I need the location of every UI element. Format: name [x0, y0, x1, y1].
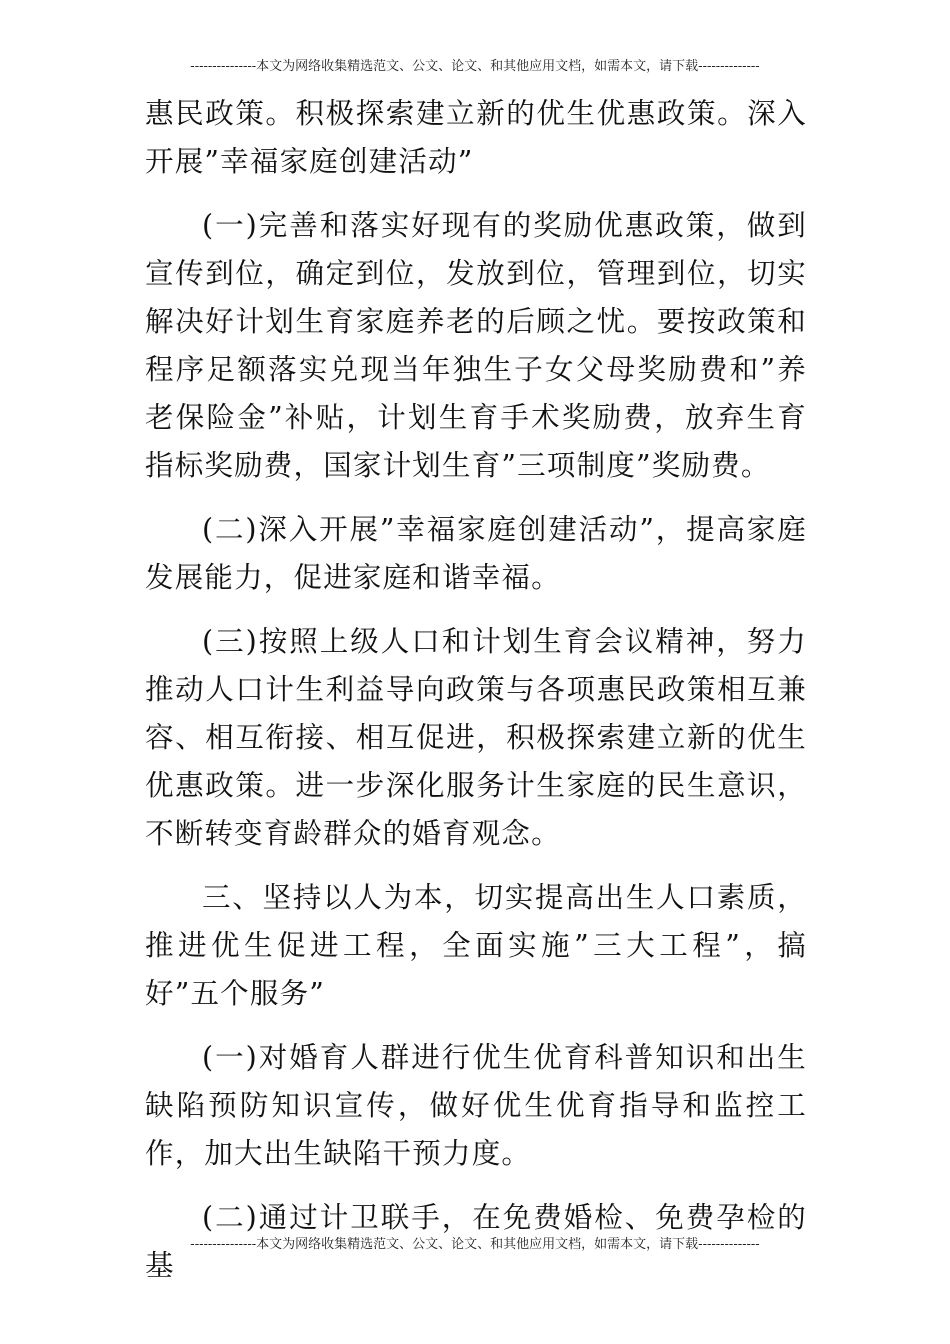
paragraph-item-2: (二)深入开展”幸福家庭创建活动”，提高家庭发展能力，促进家庭和谐幸福。	[145, 513, 807, 594]
paragraph-item-3: (三)按照上级人口和计划生育会议精神，努力推动人口计生利益导向政策与各项惠民政策相互兼容、相互衔接、相互促进，积极探索建立新的优生优惠政策。进一步深化服务计生家庭的民生意识，不断转变育龄群众的婚育观念。	[145, 625, 807, 850]
document-body	[145, 90, 807, 1306]
paragraph-item-2b: (二)通过计卫联手，在免费婚检、免费孕检的基	[145, 1201, 807, 1282]
running-header: ---------------本文为网络收集精选范文、公文、论文、和其他应用文档，如需本文，请下载--------------	[190, 59, 760, 74]
section-heading-3: 三、坚持以人为本，切实提高出生人口素质，推进优生促进工程，全面实施”三大工程”，搞好”五个服务”	[145, 881, 807, 1010]
paragraph-continued: 惠民政策。积极探索建立新的优生优惠政策。深入开展”幸福家庭创建活动”	[145, 97, 807, 178]
paragraph-item-1b: (一)对婚育人群进行优生优育科普知识和出生缺陷预防知识宣传，做好优生优育指导和监控工作，加大出生缺陷干预力度。	[145, 1041, 807, 1170]
running-footer: ---------------本文为网络收集精选范文、公文、论文、和其他应用文档，如需本文，请下载--------------	[190, 1237, 760, 1252]
paragraph-item-1: (一)完善和落实好现有的奖励优惠政策，做到宣传到位，确定到位，发放到位，管理到位，切实解决好计划生育家庭养老的后顾之忧。要按政策和程序足额落实兑现当年独生子女父母奖励费和”养老保险金”补贴，计划生育手术奖励费，放弃生育指标奖励费，国家计划生育”三项制度”奖励费。	[145, 209, 807, 482]
